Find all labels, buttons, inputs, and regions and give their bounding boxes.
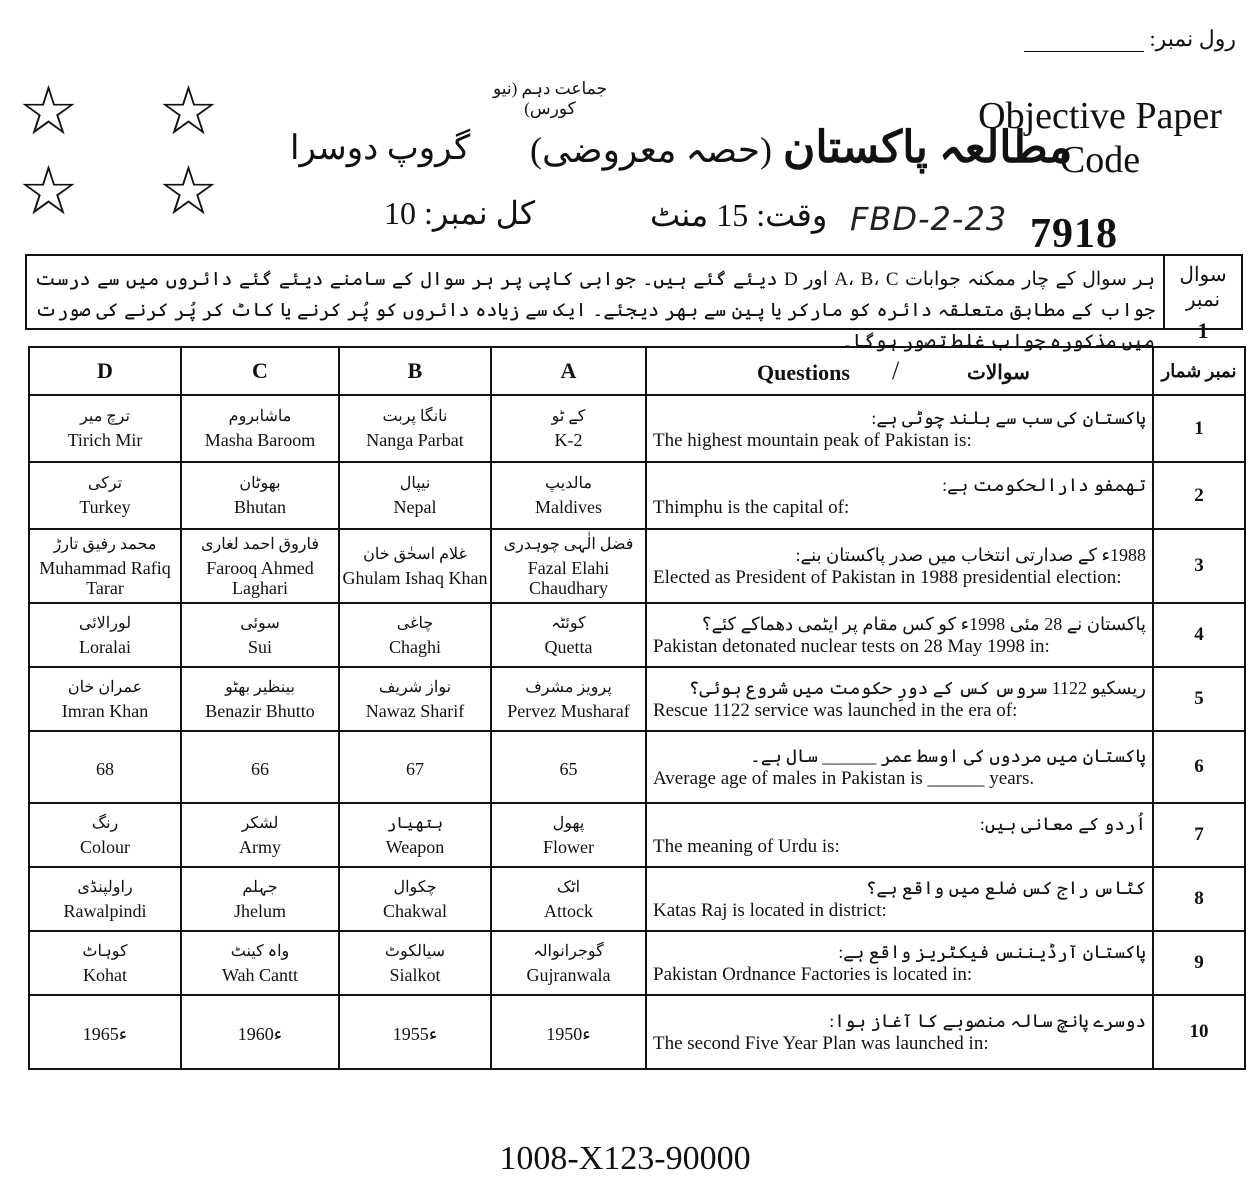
option-d-english: Rawalpindi bbox=[63, 900, 147, 921]
option-a-urdu: کے ٹو bbox=[551, 408, 586, 425]
roll-number-label: رول نمبر: bbox=[1149, 26, 1236, 51]
column-header-number: نمبر شمار bbox=[1153, 347, 1245, 395]
option-a bbox=[491, 867, 646, 931]
option-a-urdu: کوئٹہ bbox=[551, 614, 586, 632]
question-number-cell: 4 bbox=[1153, 603, 1245, 667]
option-c-urdu: بھوٹان bbox=[239, 475, 281, 492]
option-b bbox=[339, 667, 491, 731]
question-cell bbox=[646, 731, 1153, 803]
question-urdu: پاکستان میں مردوں کی اوسط عمر ______ سال ہے۔ bbox=[750, 746, 1146, 766]
option-a bbox=[491, 462, 646, 529]
option-b-urdu: ہتھیار bbox=[386, 814, 444, 832]
option-d-urdu: عمران خان bbox=[67, 678, 143, 696]
table-row bbox=[29, 529, 1245, 603]
objective-title-line-1: Objective Paper bbox=[978, 95, 1222, 137]
question-cell bbox=[646, 603, 1153, 667]
option-a-english: Maldives bbox=[535, 497, 602, 517]
option-b bbox=[339, 395, 491, 462]
option-a-english: Pervez Musharaf bbox=[507, 700, 630, 721]
option-c-urdu: جہلم bbox=[242, 878, 278, 896]
question-english: The highest mountain peak of Pakistan is: bbox=[653, 429, 972, 451]
option-b-english: Chakwal bbox=[383, 900, 447, 921]
option-a bbox=[491, 529, 646, 603]
option-b-english: Nanga Parbat bbox=[366, 430, 464, 450]
option-a-english: Quetta bbox=[544, 636, 593, 657]
question-urdu: دوسرے پانچ سالہ منصوبے کا آغاز ہوا: bbox=[829, 1011, 1146, 1031]
option-d-english: Imran Khan bbox=[61, 700, 149, 721]
option-c-urdu: ماشابروم bbox=[228, 408, 292, 425]
option-b-english: Chaghi bbox=[389, 636, 441, 657]
question-number-cell: 9 bbox=[1153, 931, 1245, 995]
group-label: گروپ دوسرا bbox=[290, 130, 471, 167]
option-c bbox=[181, 931, 339, 995]
option-d-english: Kohat bbox=[83, 964, 127, 985]
option-d bbox=[29, 731, 181, 803]
option-a-english: Flower bbox=[543, 836, 594, 857]
question-english: Thimphu is the capital of: bbox=[653, 496, 850, 518]
option-b-english: Weapon bbox=[385, 836, 445, 857]
instructions-label bbox=[1163, 256, 1241, 343]
option-a bbox=[491, 731, 646, 803]
question-urdu: ریسکیو 1122 سروس کس کے دورِ حکومت میں شروع ہوئی؟ bbox=[688, 678, 1146, 698]
question-cell bbox=[646, 867, 1153, 931]
option-d-english: Muhammad Rafiq Tarar bbox=[39, 557, 171, 598]
option-c-english: Bhutan bbox=[234, 497, 286, 517]
option-d bbox=[29, 931, 181, 995]
option-c bbox=[181, 395, 339, 462]
question-english: The meaning of Urdu is: bbox=[653, 836, 840, 857]
option-b-urdu: نواز شریف bbox=[378, 678, 452, 696]
option-b-urdu: چکوال bbox=[393, 878, 437, 896]
option-d bbox=[29, 603, 181, 667]
question-cell bbox=[646, 931, 1153, 995]
objective-paper-title bbox=[960, 94, 1240, 182]
table-row bbox=[29, 395, 1245, 462]
option-a-english: Fazal Elahi Chaudhary bbox=[527, 557, 610, 598]
option-d-english: Turkey bbox=[79, 497, 131, 517]
column-header-questions bbox=[646, 347, 1153, 395]
option-d-english: Tirich Mir bbox=[67, 430, 143, 450]
question-english: Katas Raj is located in district: bbox=[653, 900, 887, 921]
objective-title-line-2: Code bbox=[1059, 139, 1141, 181]
option-a bbox=[491, 931, 646, 995]
option-a-english: Attock bbox=[544, 900, 593, 921]
option-d bbox=[29, 995, 181, 1069]
table-row bbox=[29, 803, 1245, 867]
option-a-urdu: پھول bbox=[552, 814, 585, 832]
option-c bbox=[181, 731, 339, 803]
option-b-urdu: سیالکوٹ bbox=[384, 942, 446, 960]
option-d-english: Loralai bbox=[79, 636, 131, 657]
option-c bbox=[181, 529, 339, 603]
option-d bbox=[29, 462, 181, 529]
question-cell bbox=[646, 462, 1153, 529]
option-c-english: Jhelum bbox=[234, 900, 286, 921]
option-c-urdu: سوئی bbox=[240, 614, 280, 632]
option-c-english: Army bbox=[239, 836, 281, 857]
option-c-english: 1960ء bbox=[237, 1023, 283, 1044]
option-a-english: K-2 bbox=[554, 430, 583, 450]
option-c-urdu: فاروق احمد لغاری bbox=[200, 535, 320, 553]
option-d bbox=[29, 803, 181, 867]
question-number-cell: 7 bbox=[1153, 803, 1245, 867]
questions-header-slash: / bbox=[892, 356, 900, 385]
question-cell bbox=[646, 667, 1153, 731]
roll-number-field bbox=[1024, 26, 1236, 52]
option-b bbox=[339, 731, 491, 803]
question-urdu: پاکستان کی سب سے بلند چوٹی ہے: bbox=[871, 407, 1146, 428]
option-b bbox=[339, 803, 491, 867]
footer-code: 1008-X123-90000 bbox=[499, 1140, 751, 1177]
option-c bbox=[181, 995, 339, 1069]
option-c bbox=[181, 667, 339, 731]
table-row bbox=[29, 931, 1245, 995]
option-a bbox=[491, 603, 646, 667]
question-english: Pakistan detonated nuclear tests on 28 May 1998 in: bbox=[653, 636, 1050, 657]
option-c-urdu: بینظیر بھٹو bbox=[225, 678, 295, 696]
option-a-english: 65 bbox=[559, 758, 578, 779]
option-d-urdu: محمد رفیق تارڑ bbox=[53, 535, 157, 553]
table-row bbox=[29, 995, 1245, 1069]
option-b bbox=[339, 931, 491, 995]
option-d bbox=[29, 395, 181, 462]
option-d-urdu: ترچ میر bbox=[80, 408, 130, 425]
option-c-english: Masha Baroom bbox=[204, 430, 316, 450]
question-cell bbox=[646, 995, 1153, 1069]
column-header-b: B bbox=[339, 347, 491, 395]
option-b-english: 1955ء bbox=[392, 1023, 438, 1044]
option-d-urdu: رنگ bbox=[91, 814, 119, 832]
option-c-english: Wah Cantt bbox=[221, 964, 299, 985]
option-c bbox=[181, 803, 339, 867]
option-c-urdu: لشکر bbox=[241, 814, 279, 832]
question-number-cell: 3 bbox=[1153, 529, 1245, 603]
option-b-english: Ghulam Ishaq Khan bbox=[342, 567, 488, 588]
option-a-english: 1950ء bbox=[546, 1023, 591, 1044]
question-urdu: کٹاس راج کس ضلع میں واقع ہے؟ bbox=[865, 878, 1146, 898]
option-d bbox=[29, 867, 181, 931]
column-header-d: D bbox=[29, 347, 181, 395]
option-a-urdu: پرویز مشرف bbox=[525, 678, 612, 696]
question-number-cell: 1 bbox=[1153, 395, 1245, 462]
paper-code: 7918 bbox=[1030, 211, 1118, 257]
option-c bbox=[181, 603, 339, 667]
instructions-box bbox=[25, 254, 1243, 352]
question-english: Average age of males in Pakistan is ______ years. bbox=[653, 768, 1035, 789]
question-cell bbox=[646, 529, 1153, 603]
option-b-english: Sialkot bbox=[389, 964, 441, 985]
option-b-english: Nawaz Sharif bbox=[365, 700, 465, 721]
option-b-english: Nepal bbox=[393, 497, 437, 517]
question-cell bbox=[646, 803, 1153, 867]
star-icon: ☆ bbox=[158, 72, 219, 151]
column-header-c: C bbox=[181, 347, 339, 395]
question-english: Pakistan Ordnance Factories is located in: bbox=[653, 964, 973, 985]
total-marks: کل نمبر: 10 bbox=[384, 195, 536, 231]
handwritten-note: FBD-2-23 bbox=[850, 200, 1008, 238]
star-icon: ☆ bbox=[18, 72, 79, 151]
question-urdu: پاکستان نے 28 مئی 1998ء کو کس مقام پر ایٹمی دھماکے کئے؟ bbox=[701, 614, 1146, 634]
option-a bbox=[491, 395, 646, 462]
table-row bbox=[29, 462, 1245, 529]
option-d bbox=[29, 529, 181, 603]
option-b bbox=[339, 529, 491, 603]
option-d bbox=[29, 667, 181, 731]
option-d-english: 68 bbox=[96, 758, 114, 779]
option-a-english: Gujranwala bbox=[526, 964, 611, 985]
option-c-english: Farooq Ahmed Laghari bbox=[206, 557, 314, 598]
option-b bbox=[339, 462, 491, 529]
option-b bbox=[339, 867, 491, 931]
table-row bbox=[29, 867, 1245, 931]
star-icon: ☆ bbox=[158, 152, 219, 231]
option-b-urdu: غلام اسحٰق خان bbox=[363, 545, 467, 563]
option-a-urdu: مالدیپ bbox=[545, 475, 592, 492]
option-d-urdu: کوہاٹ bbox=[82, 942, 128, 960]
question-number-cell: 5 bbox=[1153, 667, 1245, 731]
questions-header-urdu: سوالات bbox=[967, 362, 1030, 384]
option-b-english: 67 bbox=[406, 758, 424, 779]
option-b-urdu: نیپال bbox=[399, 475, 431, 492]
question-number: 1 bbox=[1197, 318, 1209, 343]
question-number-cell: 8 bbox=[1153, 867, 1245, 931]
option-d-urdu: لورالائی bbox=[78, 614, 132, 632]
table-row bbox=[29, 603, 1245, 667]
option-a-urdu: گوجرانوالہ bbox=[533, 942, 604, 960]
instructions-text: ہر سوال کے چار ممکنہ جوابات A، B، C اور D دیئے گئے ہیں۔ جوابی کاپی پر ہر سوال کے سامنے دیئے گئے دائروں میں سے درست جواب کے مطابق متعلقہ دائرہ کو مارکر یا پین سے بھر دیجئے۔ ایک سے زیادہ دائروں کو پُر کرنے یا کاٹ کر پُر کرنے کی صورت میں مذکورہ جواب غلط تصور ہوگا۔ bbox=[35, 269, 1155, 352]
question-urdu: پاکستان آرڈیننس فیکٹریز واقع ہے: bbox=[838, 942, 1146, 962]
option-c-english: Benazir Bhutto bbox=[205, 700, 315, 721]
question-english: Rescue 1122 service was launched in the era of: bbox=[653, 700, 1018, 721]
question-number-cell: 2 bbox=[1153, 462, 1245, 529]
option-a-urdu: فضل الٰہی چوہدری bbox=[503, 535, 634, 553]
questions-table bbox=[28, 346, 1246, 1070]
question-english: The second Five Year Plan was launched in: bbox=[653, 1033, 989, 1054]
question-urdu: 1988ء کے صدارتی انتخاب میں صدر پاکستان بنے: bbox=[795, 545, 1146, 565]
roll-number-line bbox=[1024, 34, 1144, 52]
question-number-cell: 6 bbox=[1153, 731, 1245, 803]
option-c-english: Sui bbox=[247, 636, 272, 657]
questions-header-english: Questions bbox=[757, 360, 850, 385]
question-english: Elected as President of Pakistan in 1988 presidential election: bbox=[653, 567, 1122, 588]
option-a bbox=[491, 995, 646, 1069]
option-a bbox=[491, 803, 646, 867]
subject-part: (حصہ معروضی) bbox=[530, 130, 773, 170]
question-urdu: تھمفو دارالحکومت ہے: bbox=[942, 474, 1146, 495]
grade-label: جماعت دہم (نیو کورس) bbox=[492, 79, 607, 118]
option-d-urdu: راولپنڈی bbox=[77, 878, 133, 896]
question-label: سوال نمبر bbox=[1179, 264, 1227, 311]
question-number-cell: 10 bbox=[1153, 995, 1245, 1069]
table-row bbox=[29, 667, 1245, 731]
option-b bbox=[339, 995, 491, 1069]
option-c-urdu: واہ کینٹ bbox=[230, 942, 290, 960]
column-header-a: A bbox=[491, 347, 646, 395]
table-header-row bbox=[29, 347, 1245, 395]
table-row bbox=[29, 731, 1245, 803]
subject-name: مطالعہ پاکستان bbox=[783, 123, 1073, 172]
option-b-urdu: نانگا پربت bbox=[382, 408, 448, 425]
question-cell bbox=[646, 395, 1153, 462]
option-a-urdu: اٹک bbox=[556, 878, 581, 896]
option-b-urdu: چاغی bbox=[396, 614, 434, 632]
option-d-english: Colour bbox=[79, 836, 130, 857]
option-d-english: 1965ء bbox=[82, 1023, 128, 1044]
option-c-english: 66 bbox=[251, 758, 269, 779]
option-a bbox=[491, 667, 646, 731]
option-c bbox=[181, 462, 339, 529]
option-b bbox=[339, 603, 491, 667]
time-allowed: وقت: 15 منٹ bbox=[650, 197, 828, 233]
option-c bbox=[181, 867, 339, 931]
option-d-urdu: ترکی bbox=[87, 475, 123, 492]
question-urdu: اُردو کے معانی ہیں: bbox=[979, 814, 1146, 834]
star-icon: ☆ bbox=[18, 152, 79, 231]
